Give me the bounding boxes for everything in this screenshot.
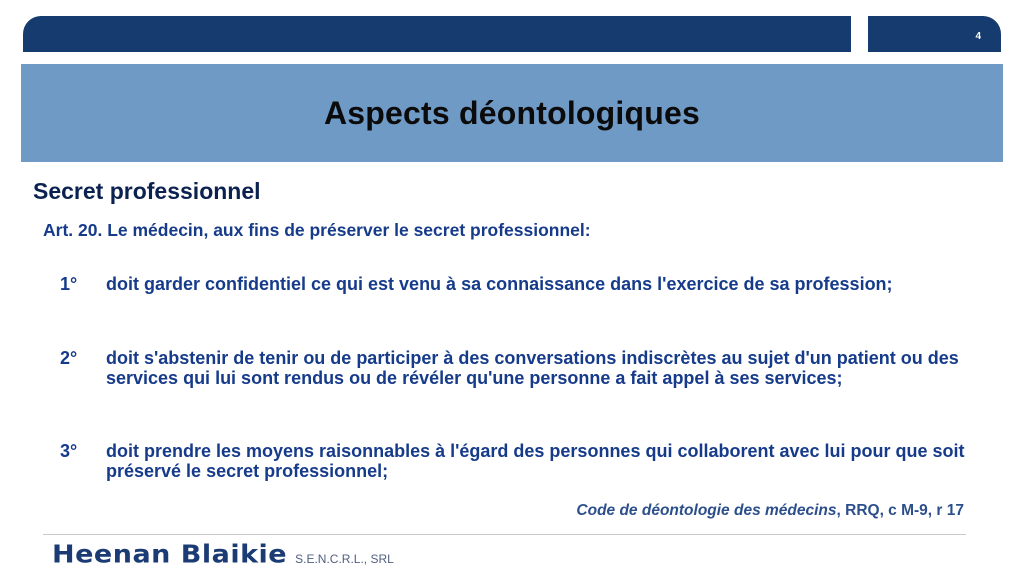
header-bar-left [23, 16, 851, 52]
title-band [21, 64, 1003, 162]
list-item-text: doit s'abstenir de tenir ou de participer à des conversations indiscrètes au sujet d'un patient ou des services qui lui sont rendus ou de révéler qu'une personne a fait appel à ses services; [106, 348, 959, 388]
list-item [60, 348, 980, 388]
footer-divider [43, 534, 966, 535]
citation-source: Code de déontologie des médecins [576, 502, 837, 519]
page-number: 4 [975, 31, 981, 42]
slide-title: Aspects déontologiques [324, 94, 700, 131]
list-item-text: doit prendre les moyens raisonnables à l'égard des personnes qui collaborent avec lui pour que soit préservé le secret professionnel; [106, 441, 965, 481]
list-item [60, 271, 980, 297]
list-item [60, 441, 980, 481]
article-intro: Art. 20. Le médecin, aux fins de préserver le secret professionnel: [43, 220, 591, 240]
company-logo [52, 539, 394, 570]
list-item-text: doit garder confidentiel ce qui est venu à sa connaissance dans l'exercice de sa profession; [106, 274, 893, 294]
citation-reference: , RRQ, c M-9, r 17 [836, 502, 964, 519]
list-item-number: 3° [60, 441, 78, 461]
list-item-number: 2° [60, 348, 78, 368]
logo-suffix: S.E.N.C.R.L., SRL [295, 552, 394, 566]
logo-name: Heenan Blaikie [52, 540, 288, 569]
section-heading: Secret professionnel [33, 178, 261, 204]
header-bar-right [868, 16, 1001, 52]
list-item-number: 1° [60, 274, 78, 294]
citation [576, 502, 964, 520]
